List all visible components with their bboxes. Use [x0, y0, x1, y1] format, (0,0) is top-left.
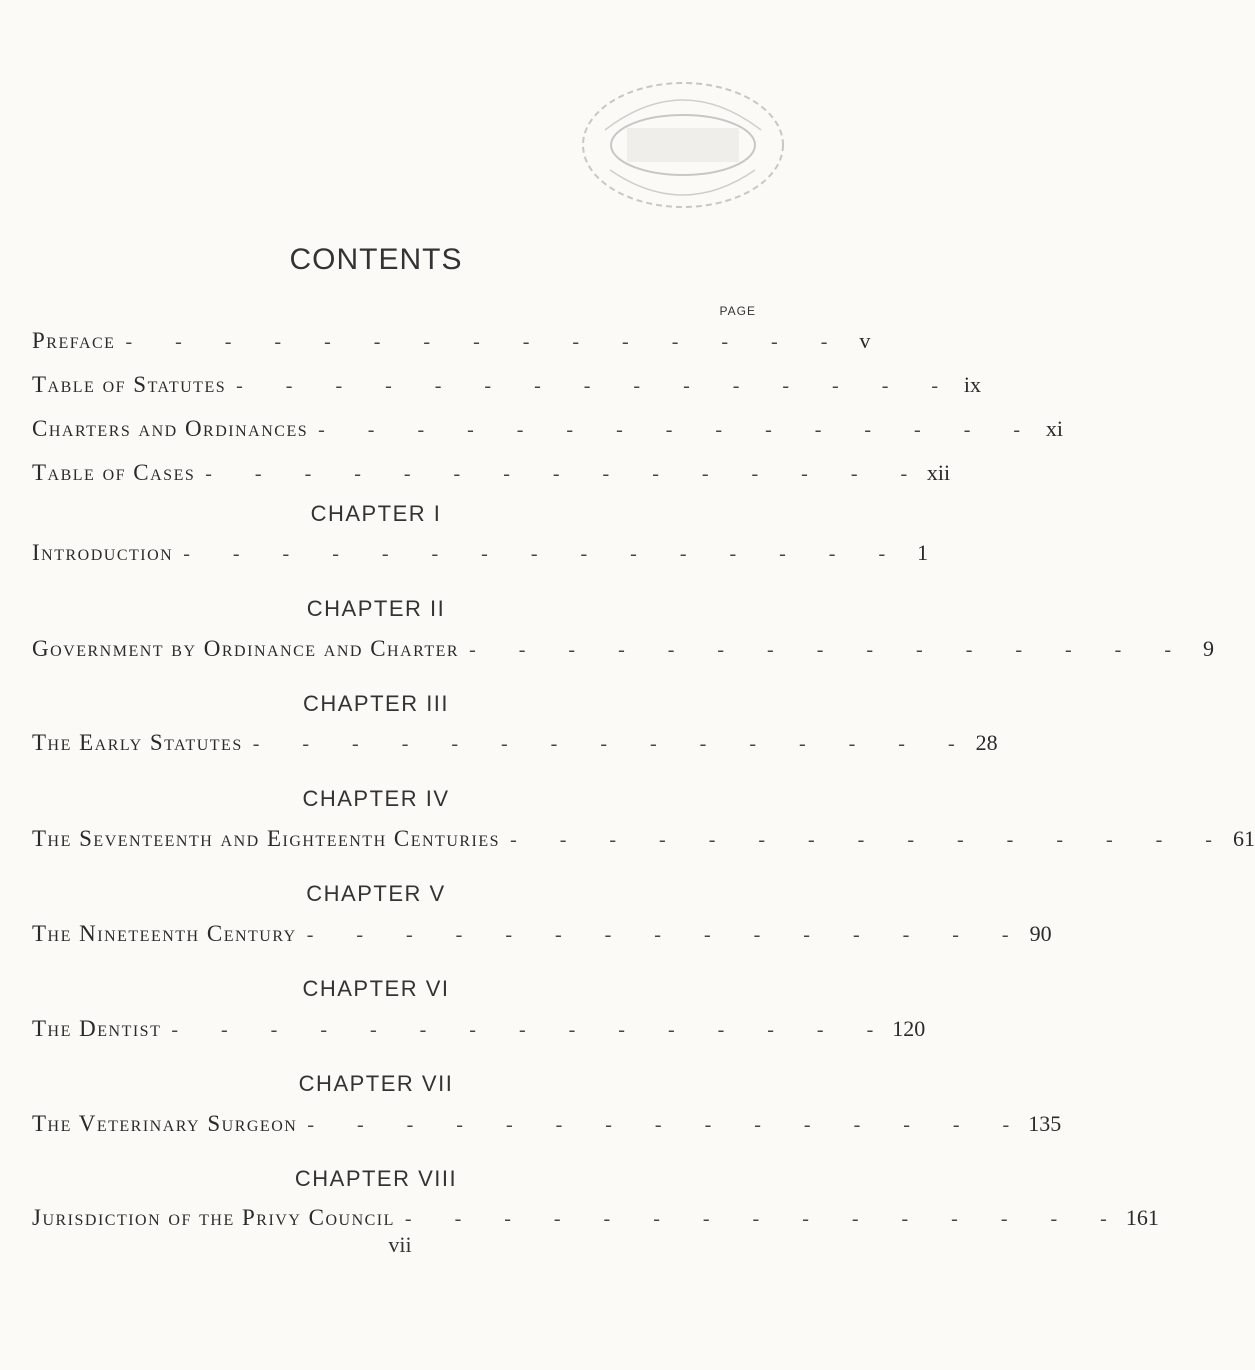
toc-entry-title: Introduction [32, 540, 174, 565]
toc-entry-title: The Veterinary Surgeon [32, 1111, 298, 1136]
library-stamp-icon [575, 70, 790, 220]
dot-leader: - - - - - - - - - - - - - - - [252, 733, 974, 755]
toc-entry-chapter-3[interactable] [32, 730, 998, 760]
chapter-heading: CHAPTER IV [302, 786, 450, 811]
dot-leader: - - - - - - - - - - - - - - - [510, 829, 1231, 851]
chapter-heading: CHAPTER I [310, 501, 442, 526]
toc-entry-page: 28 [975, 730, 998, 755]
dot-leader: - - - - - - - - - - - - - - - [307, 1114, 1029, 1136]
dot-leader: - - - - - - - - - - - - - - - [171, 1019, 893, 1041]
dot-leader: - - - - - - - - - - - - - - - [318, 419, 1040, 441]
toc-entry-chapter-6[interactable] [32, 1016, 926, 1046]
dot-leader: - - - - - - - - - - - - - - - [306, 924, 1028, 946]
chapter-heading: CHAPTER VII [298, 1071, 454, 1096]
toc-entry-title: Table of Statutes [32, 372, 227, 397]
page-title: CONTENTS [289, 243, 463, 276]
toc-entry-preface[interactable] [32, 328, 871, 358]
page-column-label: PAGE [719, 304, 756, 318]
toc-entry-page: 90 [1029, 921, 1052, 946]
toc-entry-table-of-cases[interactable] [32, 460, 951, 490]
toc-entry-chapter-2[interactable] [32, 636, 1214, 666]
chapter-heading: CHAPTER III [302, 691, 450, 716]
dot-leader: - - - - - - - - - - - - - - - [205, 463, 927, 485]
chapter-heading: CHAPTER II [306, 596, 446, 621]
dot-leader: - - - - - - - - - - - - - - - [404, 1208, 1126, 1230]
toc-entry-chapter-1[interactable] [32, 540, 929, 570]
toc-entry-page: v [859, 328, 871, 353]
toc-entry-page: 9 [1203, 636, 1214, 661]
toc-entry-title: The Seventeenth and Eighteenth Centuries [32, 826, 501, 851]
toc-entry-title: Charters and Ordinances [32, 416, 309, 441]
toc-entry-page: 120 [892, 1016, 926, 1041]
toc-entry-page: ix [963, 372, 982, 397]
toc-entry-title: Preface [32, 328, 116, 353]
toc-entry-title: Jurisdiction of the Privy Council [32, 1205, 395, 1230]
dot-leader: - - - - - - - - - - - - - - - [183, 543, 905, 565]
toc-entry-page: xii [926, 460, 951, 485]
toc-entry-table-of-statutes[interactable] [32, 372, 982, 402]
toc-entry-page: 1 [917, 540, 929, 565]
toc-entry-page: 161 [1125, 1205, 1159, 1230]
toc-entry-chapter-5[interactable] [32, 921, 1052, 951]
chapter-heading: CHAPTER V [306, 881, 446, 906]
toc-entry-title: Table of Cases [32, 460, 196, 485]
page-folio: vii [388, 1232, 412, 1257]
toc-entry-charters-and-ordinances[interactable] [32, 416, 1064, 446]
toc-entry-page: 135 [1028, 1111, 1062, 1136]
toc-entry-title: The Early Statutes [32, 730, 243, 755]
toc-entry-chapter-7[interactable] [32, 1111, 1062, 1141]
toc-entry-title: Government by Ordinance and Charter [32, 636, 460, 661]
dot-leader: - - - - - - - - - - - - - - - [469, 639, 1190, 661]
dot-leader: - - - - - - - - - - - - - - - [236, 375, 958, 397]
toc-entry-page: 61 [1232, 826, 1255, 851]
toc-entry-title: The Nineteenth Century [32, 921, 297, 946]
toc-entry-chapter-8[interactable] [32, 1205, 1159, 1235]
toc-entry-title: The Dentist [32, 1016, 162, 1041]
toc-entry-page: xi [1045, 416, 1064, 441]
chapter-heading: CHAPTER VI [302, 976, 450, 1001]
chapter-heading: CHAPTER VIII [294, 1166, 458, 1191]
toc-entry-chapter-4[interactable] [32, 826, 1255, 856]
dot-leader: - - - - - - - - - - - - - - - [125, 331, 847, 353]
